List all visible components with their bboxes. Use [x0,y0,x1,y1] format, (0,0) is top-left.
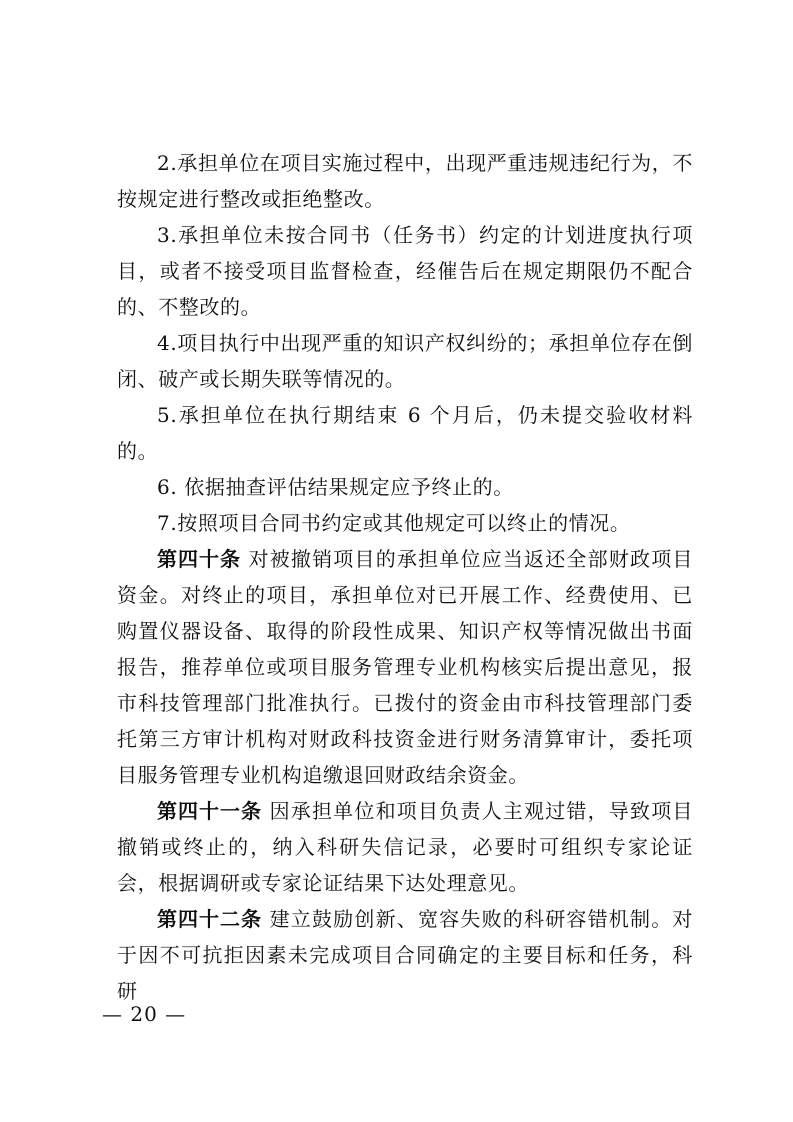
paragraph-text: 2.承担单位在项目实施过程中，出现严重违规违纪行为，不按规定进行整改或拒绝整改。 [117,151,693,211]
paragraph-item-6 [117,469,693,505]
article-number: 第四十二条 [157,907,263,931]
paragraph-item-7 [117,505,693,541]
article-number: 第四十一条 [157,799,263,823]
article-40 [117,541,693,793]
page-number: — 20 — [102,1002,187,1026]
paragraph-item-4 [117,325,693,397]
article-text: 因承担单位和项目负责人主观过错，导致项目撤销或终止的，纳入科研失信记录，必要时可组织专家论证会，根据调研或专家论证结果下达处理意见。 [117,799,693,895]
paragraph-item-5 [117,397,693,469]
article-text: 对被撤销项目的承担单位应当返还全部财政项目资金。对终止的项目，承担单位对已开展工作、经费使用、已购置仪器设备、取得的阶段性成果、知识产权等情况做出书面报告，推荐单位或项目服务管理专业机构核实后提出意见，报市科技管理部门批准执行。已拨付的资金由市科技管理部门委托第三方审计机构对财政科技资金进行财务清算审计，委托项目服务管理专业机构追缴退回财政结余资金。 [117,547,693,787]
paragraph-item-2 [117,145,693,217]
paragraph-text: 4.项目执行中出现严重的知识产权纠纷的；承担单位存在倒闭、破产或长期失联等情况的。 [117,331,693,391]
paragraph-text: 6. 依据抽查评估结果规定应予终止的。 [157,475,514,499]
article-text: 建立鼓励创新、宽容失败的科研容错机制。对于因不可抗拒因素未完成项目合同确定的主要目标和任务，科研 [117,907,693,1003]
paragraph-text: 3.承担单位未按合同书（任务书）约定的计划进度执行项目，或者不接受项目监督检查，经催告后在规定期限仍不配合的、不整改的。 [117,223,693,319]
paragraph-text: 5.承担单位在执行期结束 6 个月后，仍未提交验收材料的。 [117,403,693,463]
article-number: 第四十条 [157,547,241,571]
document-body [117,145,693,1009]
paragraph-item-3 [117,217,693,325]
paragraph-text: 7.按照项目合同书约定或其他规定可以终止的情况。 [157,511,631,535]
article-41 [117,793,693,901]
article-42 [117,901,693,1009]
